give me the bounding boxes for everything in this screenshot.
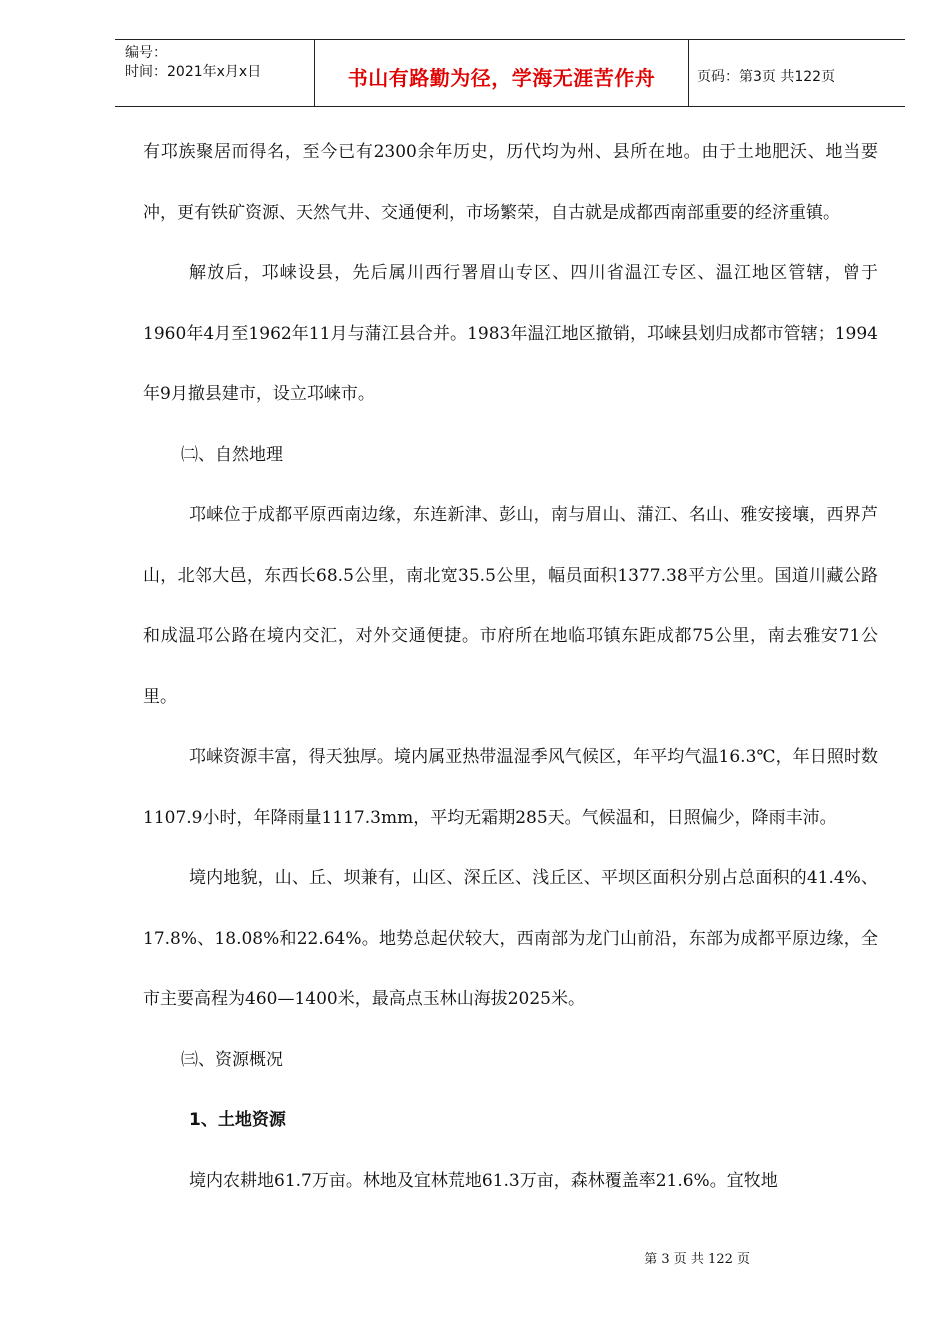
paragraph-location: 邛崃位于成都平原西南边缘，东连新津、彭山，南与眉山、蒲江、名山、雅安接壤，西界芦山，北邻大邑，东西长68.5公里，南北宽35.5公里，幅员面积1377.38平方公里。国道川藏公路和成温邛公路在境内交汇，对外交通便捷。市府所在地临邛镇东距成都75公里，南去雅安71公里。 [143,505,878,707]
section-heading-resources: ㈢、资源概况 [181,1049,283,1070]
paragraph-climate: 邛崃资源丰富，得天独厚。境内属亚热带温湿季风气候区，年平均气温16.3℃，年日照时数1107.9小时，年降雨量1117.3mm，平均无霜期285天。气候温和，日照偏少，降雨丰沛。 [143,747,878,828]
page-footer: 第 3 页 共 122 页 [644,1252,750,1267]
page-header [115,39,905,107]
paragraph-administration: 解放后，邛崃设县，先后属川西行署眉山专区、四川省温江专区、温江地区管辖，曾于1960年4月至1962年11月与蒲江县合并。1983年温江地区撤销，邛崃县划归成都市管辖；1994年9月撤县建市，设立邛崃市。 [143,263,878,404]
document-body [143,122,878,1211]
doc-number: 编号： [125,45,167,61]
subheading-land: 1、土地资源 [189,1110,286,1130]
header-motto: 书山有路勤为径，学海无涯苦作舟 [315,40,689,106]
paragraph-history: 有邛族聚居而得名，至今已有2300余年历史，历代均为州、县所在地。由于土地肥沃、地当要冲，更有铁矿资源、天然气井、交通便利，市场繁荣，自古就是成都西南部重要的经济重镇。 [143,142,878,223]
doc-date: 时间：2021年x月x日 [125,64,262,80]
header-page-info: 页码：第3页 共122页 [697,69,836,85]
header-meta [115,40,315,106]
paragraph-land: 境内农耕地61.7万亩。林地及宜林荒地61.3万亩，森林覆盖率21.6%。宜牧地 [189,1170,778,1191]
section-heading-geography: ㈡、自然地理 [181,444,283,465]
paragraph-terrain: 境内地貌，山、丘、坝兼有，山区、深丘区、浅丘区、平坝区面积分别占总面积的41.4%、17.8%、18.08%和22.64%。地势总起伏较大，西南部为龙门山前沿，东部为成都平原边缘，全市主要高程为460—1400米，最高点玉林山海拔2025米。 [143,868,878,1009]
